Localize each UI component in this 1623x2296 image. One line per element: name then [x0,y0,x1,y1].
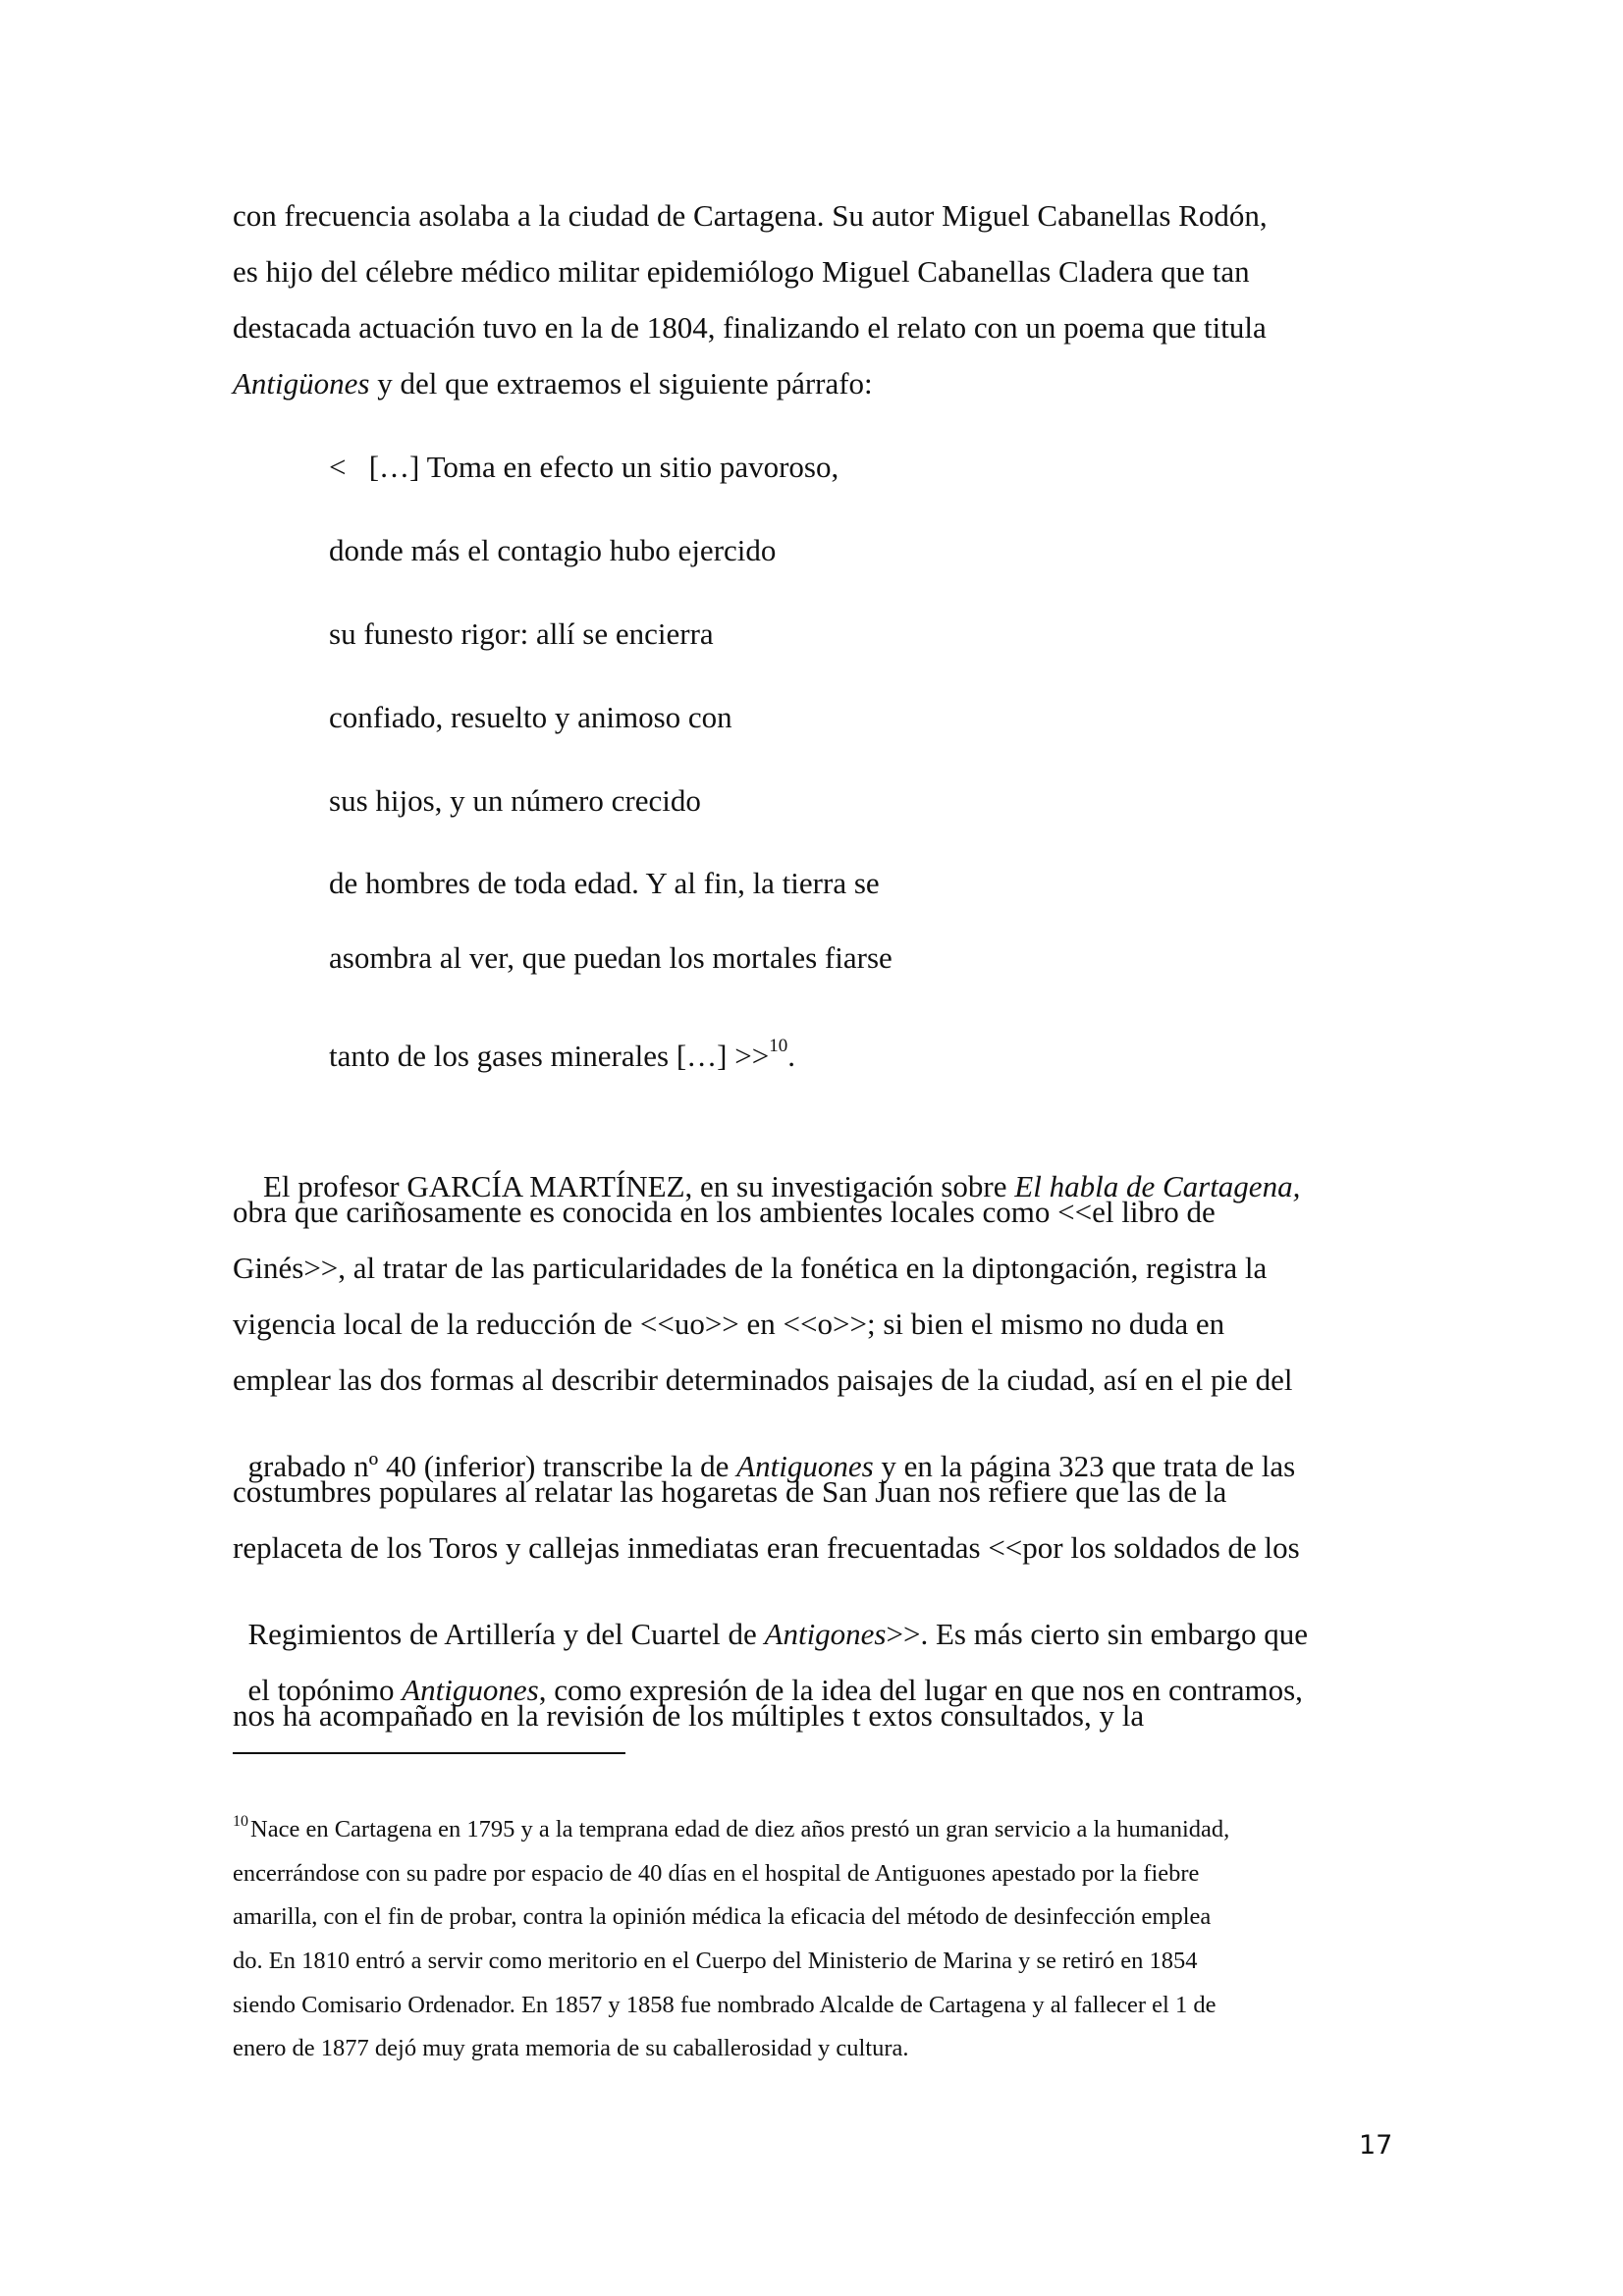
footnote-separator [233,1752,625,1754]
page-number: 17 [1359,2130,1393,2161]
text-span: el topónimo [247,1673,403,1707]
footnote-line: encerrándose con su padre por espacio de 40 días en el hospital de Antiguones apestado por la fiebre [233,1860,1200,1887]
footnote-reference[interactable]: 10 [769,1036,788,1056]
text-span: , como expresión de la idea del lugar en que nos en contramos, [538,1673,1303,1707]
poem-line: de hombres de toda edad. Y al fin, la tierra se [329,866,880,900]
italic-title: El habla de Cartagena, [1014,1169,1301,1203]
body-text-line [233,1141,1300,1201]
poem-line: sus hijos, y un número crecido [329,783,701,818]
footnote-marker: 10 [233,1813,248,1830]
text-span: grabado nº 40 (inferior) transcribe la de [247,1449,737,1483]
body-text-line [233,1420,1295,1481]
poem-line [329,1036,795,1073]
body-text-line [233,1588,1308,1649]
body-text-line: es hijo del célebre médico militar epidemiólogo Miguel Cabanellas Cladera que tan [233,254,1250,289]
text-span: Regimientos de Artillería y del Cuartel de [247,1617,765,1651]
body-text-line: nos ha acompañado en la revisión de los múltiples t extos consultados, y la [233,1698,1145,1733]
text-span: >>. Es más cierto sin embargo que [886,1617,1309,1651]
footnote-line: amarilla, con el fin de probar, contra la opinión médica la eficacia del método de desinfección emplea [233,1903,1212,1930]
text-span: El profesor GARCÍA MARTÍNEZ, en su investigación sobre [247,1169,1015,1203]
body-text-line: con frecuencia asolaba a la ciudad de Cartagena. Su autor Miguel Cabanellas Rodón, [233,198,1268,233]
poem-line: donde más el contagio hubo ejercido [329,533,777,567]
italic-title: Antiguones [402,1673,539,1707]
body-text-line: obra que cariñosamente es conocida en los ambientes locales como <<el libro de [233,1195,1216,1229]
body-text-line: vigencia local de la reducción de <<uo>> en <<o>>; si bien el mismo no duda en [233,1307,1225,1341]
italic-title: Antigüones [233,366,370,400]
poem-line: su funesto rigor: allí se encierra [329,616,714,651]
text-span: tanto de los gases minerales […] >> [329,1039,770,1073]
body-text-line: Ginés>>, al tratar de las particularidades de la fonética en la diptongación, registra la [233,1251,1268,1285]
text-span: . [787,1039,795,1073]
body-text-line: destacada actuación tuvo en la de 1804, finalizando el relato con un poema que titula [233,310,1267,345]
italic-title: Antigones [764,1617,887,1651]
poem-line: confiado, resuelto y animoso con [329,700,732,734]
body-text-line [233,368,873,399]
footnote-line: do. En 1810 entró a servir como meritorio en el Cuerpo del Ministerio de Marina y se retiró en 1854 [233,1948,1198,1974]
body-text-line [233,1644,1303,1705]
poem-line: asombra al ver, que puedan los mortales fiarse [329,940,893,975]
poem-line: < […] Toma en efecto un sitio pavoroso, [329,450,839,484]
text-span: Nace en Cartagena en 1795 y a la temprana edad de diez años prestó un gran servicio a la humanidad, [250,1816,1230,1842]
footnote-line: siendo Comisario Ordenador. En 1857 y 1858 fue nombrado Alcalde de Cartagena y al fallecer el 1 de [233,1992,1217,2018]
body-text-line: replaceta de los Toros y callejas inmediatas eran frecuentadas <<por los soldados de los [233,1530,1300,1565]
italic-title: Antiguones [736,1449,874,1483]
body-text-line: costumbres populares al relatar las hogaretas de San Juan nos refiere que las de la [233,1474,1227,1509]
text-span: y en la página 323 que trata de las [873,1449,1296,1483]
footnote-line [233,1813,1230,1842]
footnote-line: enero de 1877 dejó muy grata memoria de su caballerosidad y cultura. [233,2035,909,2061]
text-span: y del que extraemos el siguiente párrafo: [369,366,873,400]
body-text-line: emplear las dos formas al describir determinados paisajes de la ciudad, así en el pie del [233,1362,1293,1397]
